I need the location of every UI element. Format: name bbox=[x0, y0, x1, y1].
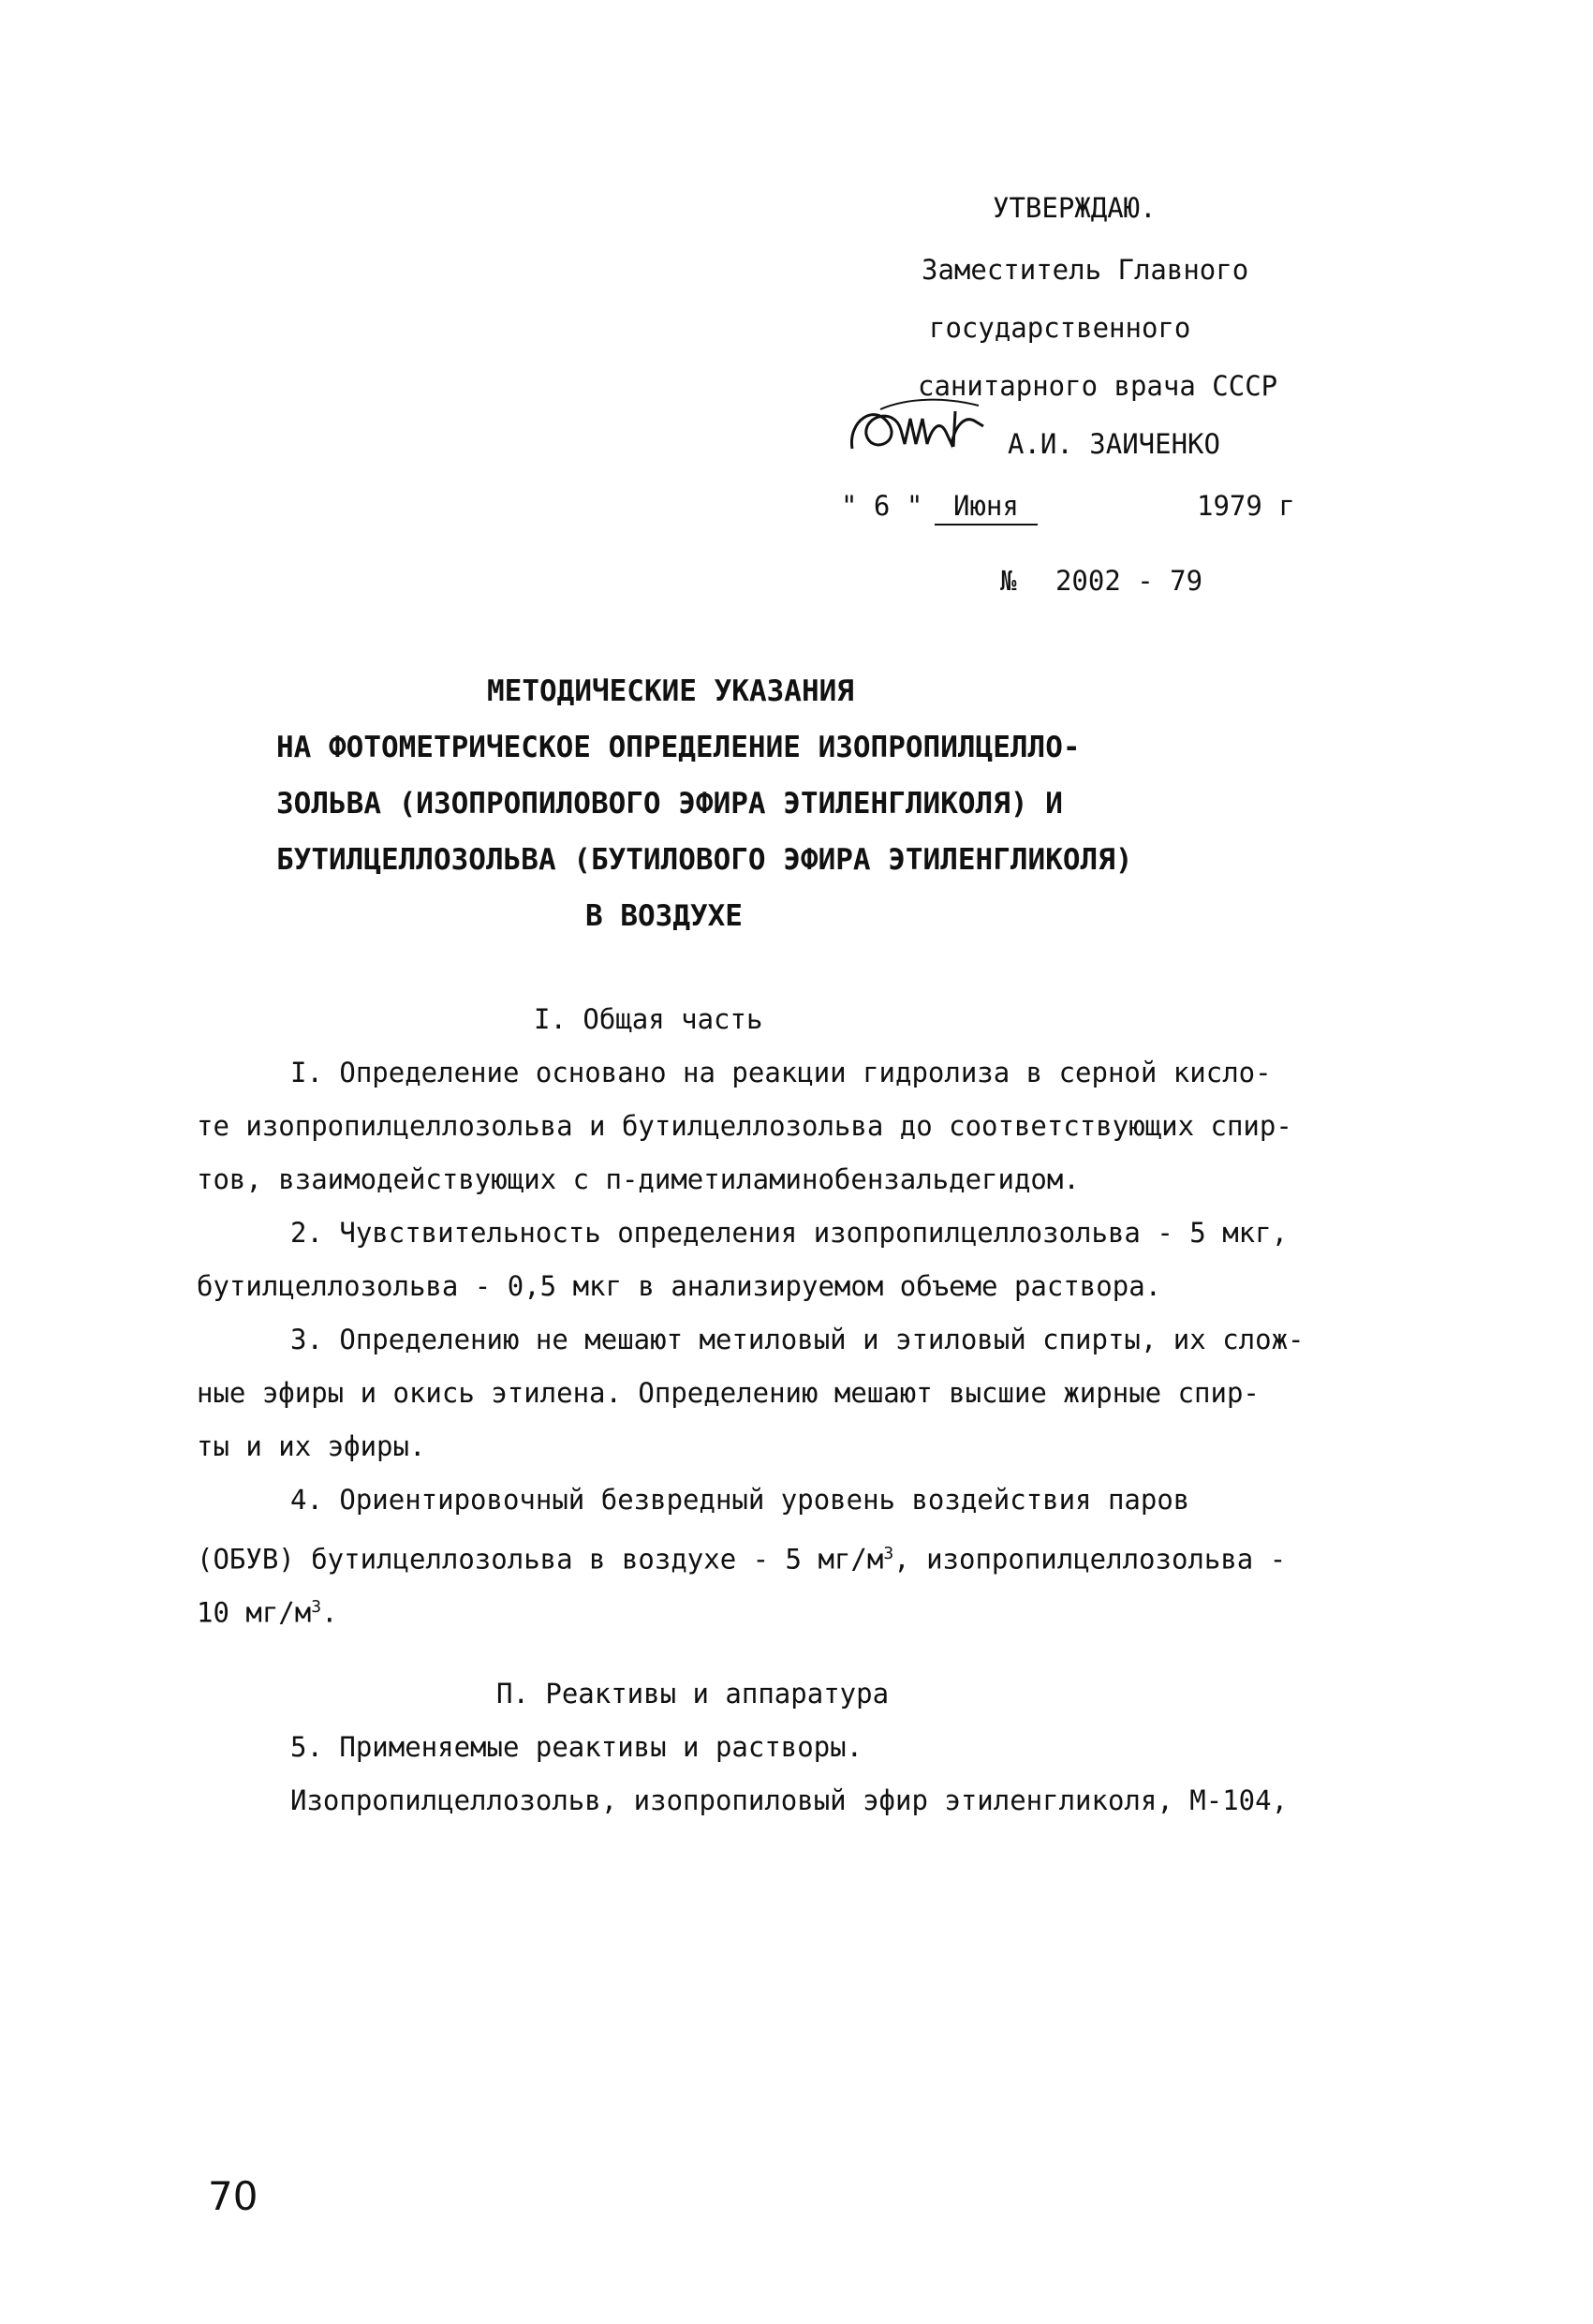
isopropyl-limit: 10 мг/м bbox=[197, 1596, 312, 1629]
handwritten-signature bbox=[843, 392, 1021, 467]
page-number: 70 bbox=[208, 2173, 258, 2219]
paragraph-2-line-2: бутилцеллозольва - 0,5 мкг в анализируемом объеме раствора. bbox=[197, 1270, 1162, 1302]
paragraph-3-line-2: ные эфиры и окись этилена. Определению мешают высшие жирные спир- bbox=[197, 1377, 1260, 1409]
title-line-4: БУТИЛЦЕЛЛОЗОЛЬВА (БУТИЛОВОГО ЭФИРА ЭТИЛЕНГЛИКОЛЯ) bbox=[276, 843, 1133, 877]
title-line-5: В ВОЗДУХЕ bbox=[585, 899, 743, 933]
date-day: " 6 " bbox=[841, 490, 923, 522]
obuv-text-b: , изопропилцеллозольва - bbox=[893, 1543, 1287, 1576]
section-2-heading: П. Реактивы и аппаратура bbox=[496, 1678, 890, 1710]
date-year: 1979 г bbox=[1197, 490, 1295, 522]
superscript-3: 3 bbox=[883, 1544, 894, 1563]
paragraph-1-line-3: тов, взаимодействующих с п-диметиламинобензальдегидом. bbox=[197, 1163, 1080, 1195]
section-1-heading: I. Общая часть bbox=[534, 1003, 763, 1035]
number-label: № bbox=[1000, 565, 1017, 597]
approve-label: УТВЕРЖДАЮ. bbox=[993, 192, 1157, 224]
position-line-2: государственного bbox=[929, 312, 1191, 344]
paragraph-2-line-1: 2. Чувствительность определения изопропилцеллозольва - 5 мкг, bbox=[290, 1217, 1289, 1249]
date-month: Июня bbox=[935, 490, 1038, 525]
paragraph-5-line-2: Изопропилцеллозольв, изопропиловый эфир этиленгликоля, М-104, bbox=[290, 1784, 1289, 1816]
paragraph-1-line-1: I. Определение основано на реакции гидролиза в серной кисло- bbox=[290, 1057, 1272, 1088]
number-value: 2002 - 79 bbox=[1055, 565, 1203, 597]
title-line-3: ЗОЛЬВА (ИЗОПРОПИЛОВОГО ЭФИРА ЭТИЛЕНГЛИКОЛЯ) И bbox=[276, 787, 1063, 821]
paragraph-4-line-2 bbox=[197, 1527, 1286, 1587]
paragraph-4-line-3 bbox=[197, 1580, 338, 1640]
title-line-2: НА ФОТОМЕТРИЧЕСКОЕ ОПРЕДЕЛЕНИЕ ИЗОПРОПИЛЦЕЛЛО- bbox=[276, 731, 1081, 764]
signatory-name: А.И. ЗАИЧЕНКО bbox=[1008, 428, 1220, 460]
paragraph-3-line-1: 3. Определению не мешают метиловый и этиловый спирты, их слож- bbox=[290, 1324, 1305, 1355]
period: . bbox=[321, 1596, 338, 1629]
obuv-text-a: (ОБУВ) бутилцеллозольва в воздухе - 5 мг/м bbox=[197, 1543, 884, 1576]
paragraph-1-line-2: те изопропилцеллозольва и бутилцеллозольва до соответствующих спир- bbox=[197, 1110, 1292, 1142]
paragraph-5-line-1: 5. Применяемые реактивы и растворы. bbox=[290, 1731, 863, 1763]
title-line-1: МЕТОДИЧЕСКИЕ УКАЗАНИЯ bbox=[487, 674, 854, 708]
position-line-3: санитарного врача СССР bbox=[918, 370, 1278, 402]
approval-date bbox=[841, 490, 1365, 527]
document-number bbox=[1000, 565, 1202, 597]
paragraph-3-line-3: ты и их эфиры. bbox=[197, 1430, 426, 1462]
paragraph-4-line-1: 4. Ориентировочный безвредный уровень воздействия паров bbox=[290, 1484, 1190, 1516]
position-line-1: Заместитель Главного bbox=[922, 254, 1249, 286]
superscript-3-second: 3 bbox=[311, 1597, 322, 1617]
